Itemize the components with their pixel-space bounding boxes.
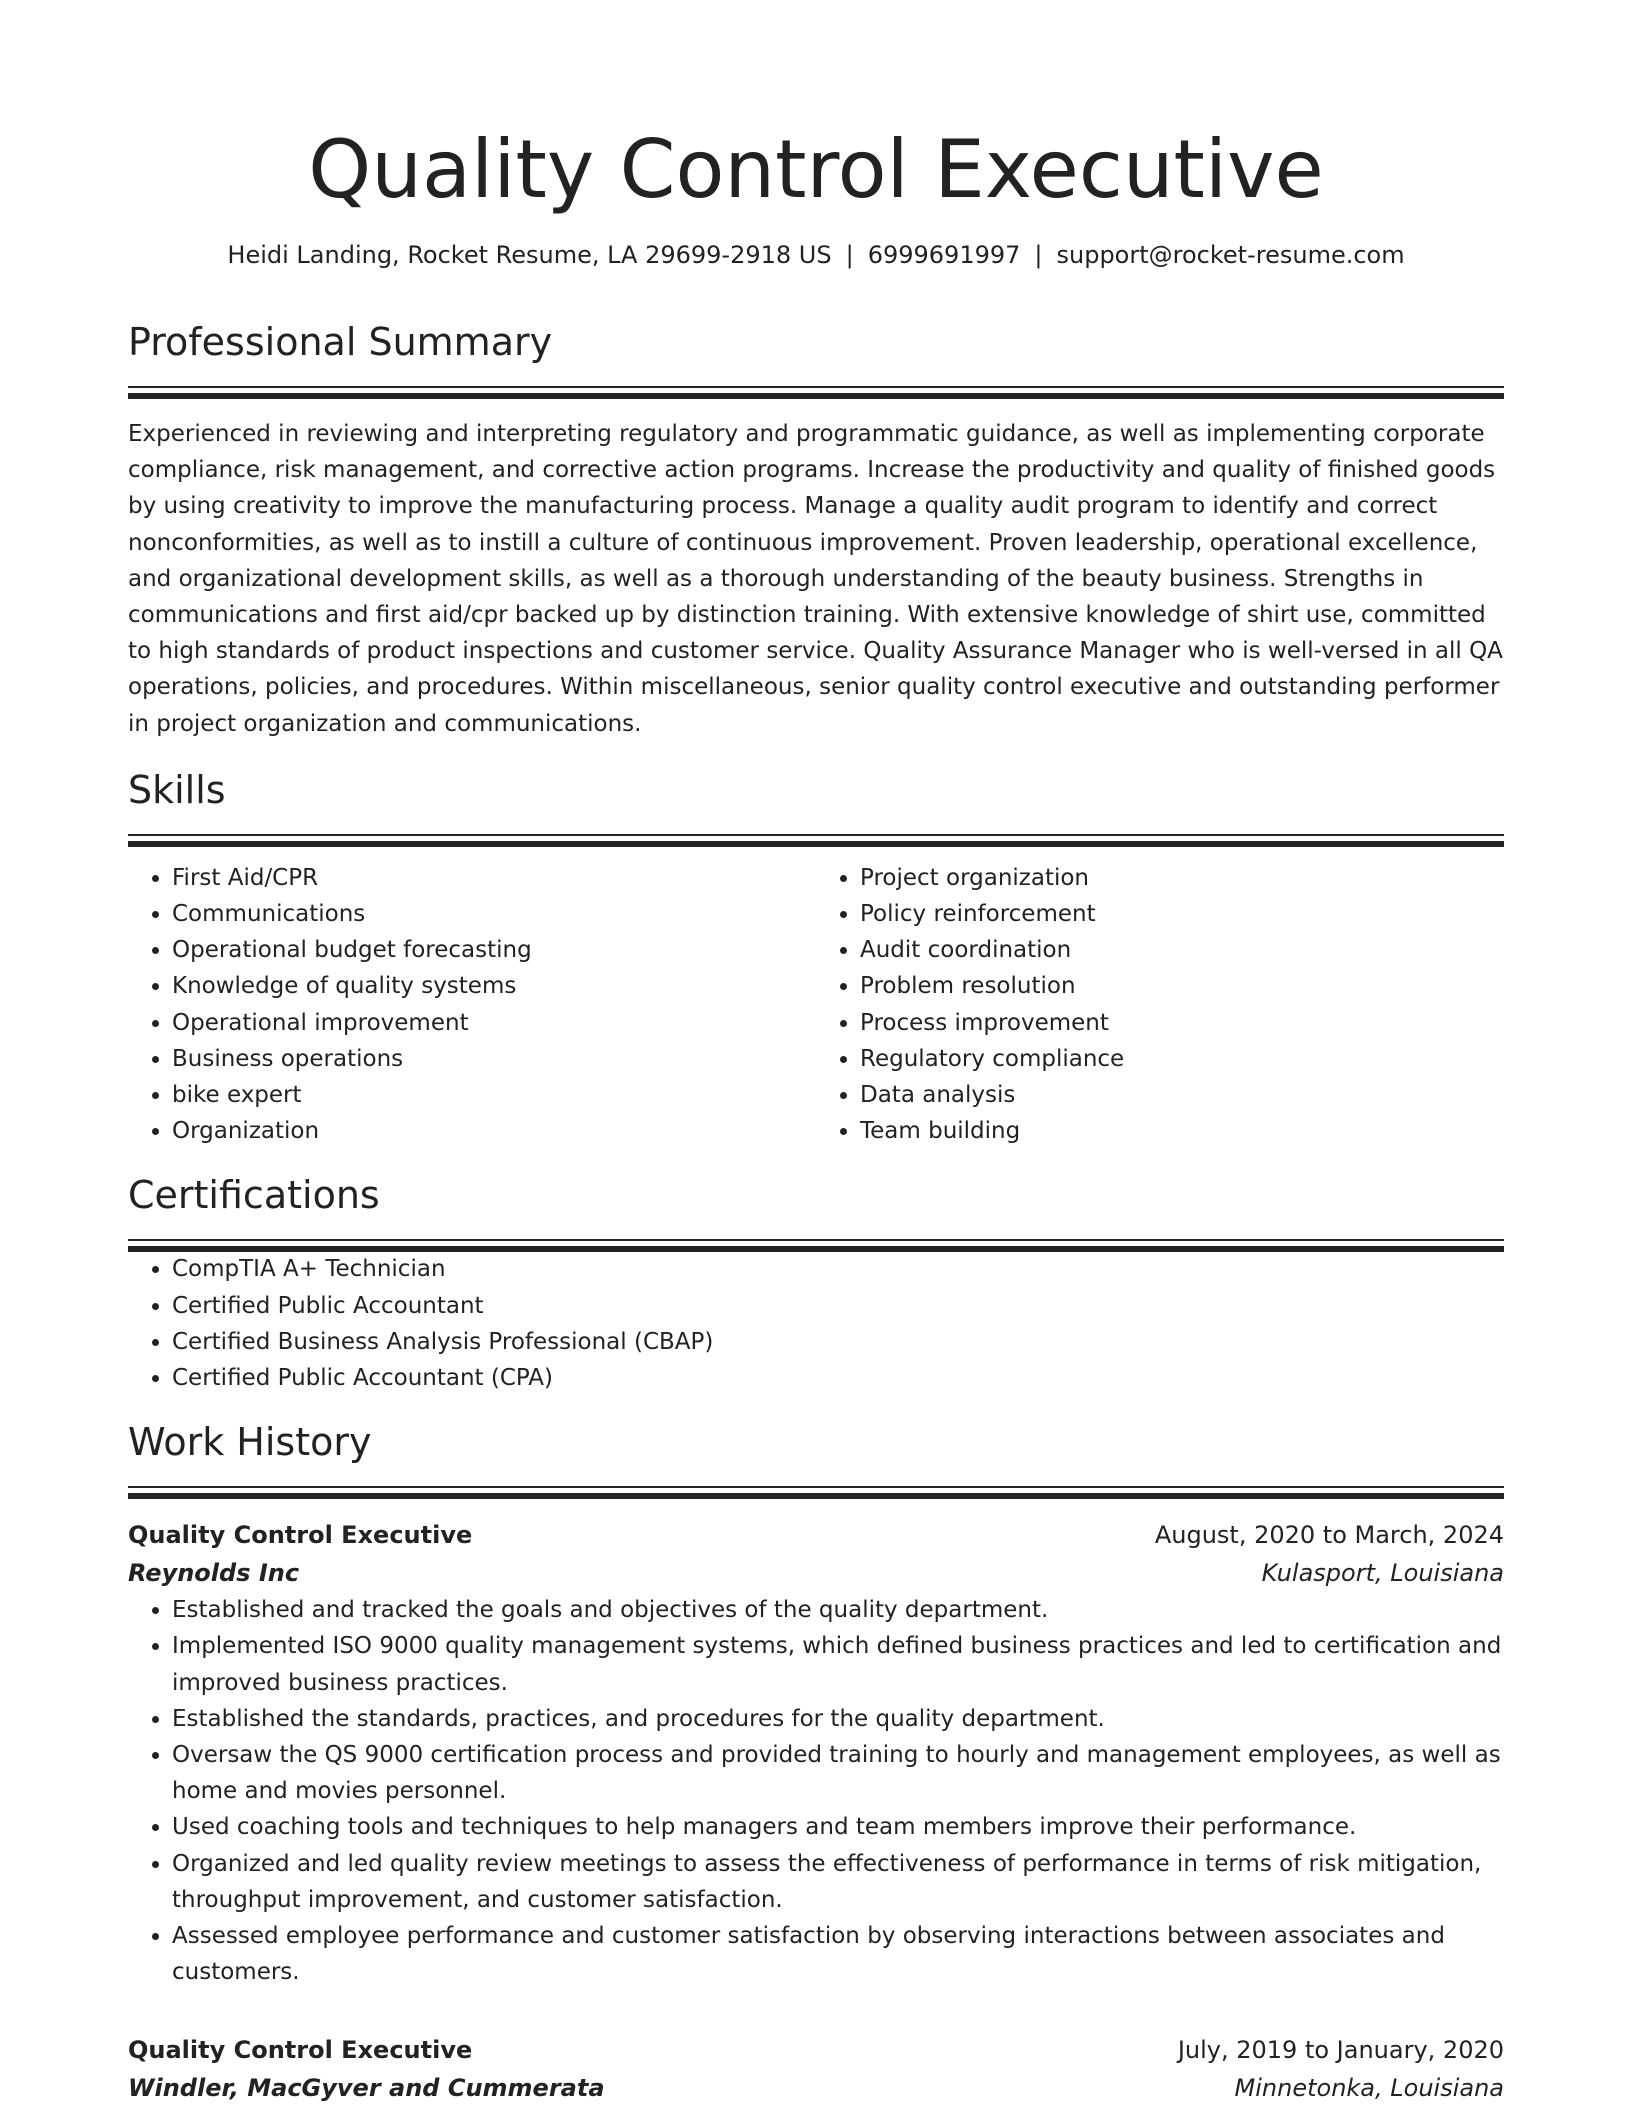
job-duty-item: • Oversaw the QS 9000 certification process and provided training to hourly and management employees, as well as home and movies personnel. — [172, 1737, 1504, 1809]
section-divider — [128, 1239, 1504, 1251]
skills-column-right — [816, 860, 1504, 1150]
section-heading-certifications: Certifications — [128, 1173, 380, 1218]
skills-list-left — [128, 860, 816, 1150]
job-header-row — [128, 1516, 1504, 1554]
job-duty-item: • Established the standards, practices, and procedures for the quality department. — [172, 1701, 1504, 1737]
jobs-list — [128, 1516, 1504, 2106]
certification-item: • Certified Public Accountant (CPA) — [172, 1360, 1504, 1396]
job-entry — [128, 1516, 1504, 1990]
skill-item: • Audit coordination — [860, 932, 1504, 968]
section-divider — [128, 386, 1504, 398]
job-duties-list — [128, 1592, 1504, 1990]
contact-separator: | — [845, 241, 854, 269]
contact-address: Heidi Landing, Rocket Resume, LA 29699-2918 US — [227, 241, 832, 269]
skill-item: • Project organization — [860, 860, 1504, 896]
skill-item: • Business operations — [172, 1041, 816, 1077]
job-duty-item: • Organized and led quality review meetings to assess the effectiveness of performance in terms of risk mitigation, throughput improvement, and customer satisfaction. — [172, 1846, 1504, 1918]
job-dates: July, 2019 to January, 2020 — [1177, 2035, 1504, 2064]
section-heading-work-history: Work History — [128, 1420, 372, 1465]
job-title: Quality Control Executive — [128, 2035, 473, 2064]
job-company: Windler, MacGyver and Cummerata — [128, 2073, 605, 2102]
skill-item: • Operational budget forecasting — [172, 932, 816, 968]
work-history-section — [128, 1418, 1504, 2106]
skills-columns — [128, 860, 1504, 1150]
skill-item: • Communications — [172, 896, 816, 932]
skills-section — [128, 766, 1504, 1150]
section-heading-summary: Professional Summary — [128, 320, 553, 364]
section-divider — [128, 834, 1504, 846]
skill-item: • First Aid/CPR — [172, 860, 816, 896]
contact-line — [128, 238, 1504, 272]
summary-section — [128, 318, 1504, 742]
job-duty-item: • Used coaching tools and techniques to help managers and team members improve their performance. — [172, 1809, 1504, 1845]
skill-item: • Process improvement — [860, 1005, 1504, 1041]
contact-separator: | — [1034, 241, 1043, 269]
certification-item: • Certified Public Accountant — [172, 1288, 1504, 1324]
skills-column-left — [128, 860, 816, 1150]
job-duty-item: • Established and tracked the goals and objectives of the quality department. — [172, 1592, 1504, 1628]
certification-item: • Certified Business Analysis Professional (CBAP) — [172, 1324, 1504, 1360]
job-duty-item: • Assessed employee performance and customer satisfaction by observing interactions between associates and customers. — [172, 1918, 1504, 1990]
job-title: Quality Control Executive — [128, 1521, 473, 1550]
skill-item: • Regulatory compliance — [860, 1041, 1504, 1077]
job-company: Reynolds Inc — [128, 1559, 300, 1588]
skills-list-right — [816, 860, 1504, 1150]
job-company-row — [128, 1554, 1504, 1592]
job-dates: August, 2020 to March, 2024 — [1154, 1521, 1504, 1550]
skill-item: • Problem resolution — [860, 968, 1504, 1004]
job-duty-item: • Implemented ISO 9000 quality management systems, which defined business practices and led to certification and improved business practices. — [172, 1628, 1504, 1700]
skill-item: • Policy reinforcement — [860, 896, 1504, 932]
resume-title: Quality Control Executive — [308, 123, 1324, 216]
skill-item: • Knowledge of quality systems — [172, 968, 816, 1004]
skill-item: • bike expert — [172, 1077, 816, 1113]
section-divider — [128, 1486, 1504, 1498]
job-location: Kulasport, Louisiana — [1261, 1559, 1504, 1588]
job-header-row — [128, 2031, 1504, 2069]
skill-item: • Team building — [860, 1113, 1504, 1149]
certifications-section — [128, 1171, 1504, 1396]
contact-email: support@rocket-resume.com — [1056, 241, 1405, 269]
certification-item: • CompTIA A+ Technician — [172, 1251, 1504, 1287]
skill-item: • Organization — [172, 1113, 816, 1149]
job-entry — [128, 2031, 1504, 2107]
summary-text: Experienced in reviewing and interpreting regulatory and programmatic guidance, as well as implementing corporate compliance, risk management, and corrective action programs. Increase the productivity and quality of finished goods by using creativity to improve the manufacturing process. Manage a quality audit program to identify and correct nonconformities, as well as to instill a culture of continuous improvement. Proven leadership, operational excellence, and organizational development skills, as well as a thorough understanding of the beauty business. Strengths in communications and first aid/cpr backed up by distinction training. With extensive knowledge of shirt use, committed to high standards of product inspections and customer service. Quality Assurance Manager who is well-versed in all QA operations, policies, and procedures. Within miscellaneous, senior quality control executive and outstanding performer in project organization and communications. — [128, 421, 1503, 737]
job-location: Minnetonka, Louisiana — [1234, 2073, 1504, 2102]
skill-item: • Data analysis — [860, 1077, 1504, 1113]
skill-item: • Operational improvement — [172, 1005, 816, 1041]
certifications-list — [128, 1251, 1504, 1396]
job-company-row — [128, 2069, 1504, 2107]
contact-phone: 6999691997 — [867, 241, 1021, 269]
section-heading-skills: Skills — [128, 767, 226, 812]
